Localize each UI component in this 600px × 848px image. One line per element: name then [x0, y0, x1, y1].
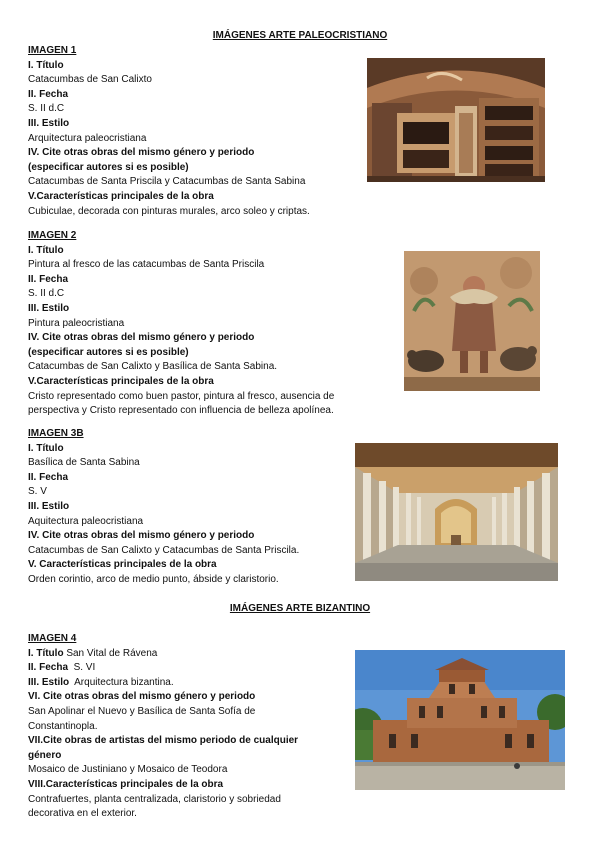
- value-otras-obras: San Apolinar el Nuevo y Basílica de Santa Sofía de: [28, 705, 256, 717]
- value-estilo: Arquitectura paleocristiana: [28, 132, 147, 144]
- label-otras-obras-2: (especificar autores si es posible): [28, 161, 189, 173]
- value-caracteristicas: Contrafuertes, planta centralizada, claristorio y sobriedad: [28, 793, 281, 805]
- label-caracteristicas: VIII.Características principales de la obra: [28, 778, 224, 790]
- value-otras-obras-2: Constantinopla.: [28, 720, 98, 732]
- value-caracteristicas-2: perspectiva y Cristo representado con influencia de belleza apolínea.: [28, 405, 334, 417]
- label-titulo: I. Título: [28, 59, 64, 71]
- section-imagen-4: [28, 632, 298, 822]
- photo-buen-pastor-fresco: [404, 251, 540, 391]
- label-titulo: I. Título: [28, 244, 64, 256]
- photo-catacumbas-san-calixto: [367, 58, 545, 182]
- value-estilo: Arquitectura bizantina.: [74, 676, 174, 688]
- value-caracteristicas: Orden corintio, arco de medio punto, ábside y claristorio.: [28, 573, 279, 585]
- section-title: IMAGEN 2: [28, 230, 77, 241]
- value-fecha: S. VI: [73, 662, 96, 674]
- value-estilo: Pintura paleocristiana: [28, 317, 125, 329]
- label-estilo: III. Estilo: [28, 676, 70, 688]
- photo-basilica-santa-sabina: [355, 443, 558, 581]
- section-title: IMAGEN 4: [28, 633, 77, 644]
- label-estilo: III. Estilo: [28, 302, 70, 314]
- value-titulo: Pintura al fresco de las catacumbas de Santa Priscila: [28, 259, 265, 271]
- section-imagen-1: [28, 44, 310, 219]
- value-fecha: S. II d.C: [28, 288, 65, 300]
- label-otras-obras-2: (especificar autores si es posible): [28, 346, 189, 358]
- row-titulo: [28, 647, 298, 662]
- label-estilo: III. Estilo: [28, 117, 70, 129]
- label-fecha: II. Fecha: [28, 273, 69, 285]
- heading-arte-bizantino: IMÁGENES ARTE BIZANTINO: [229, 603, 371, 614]
- label-otras-obras: IV. Cite otras obras del mismo género y periodo: [28, 147, 255, 159]
- value-caracteristicas: Cubiculae, decorada con pinturas murales, arco soleo y criptas.: [28, 205, 310, 217]
- row-fecha: [28, 661, 298, 676]
- label-titulo: I. Título: [28, 442, 64, 454]
- row-estilo: [28, 676, 298, 691]
- label-estilo: III. Estilo: [28, 500, 70, 512]
- value-otras-obras: Catacumbas de Santa Priscila y Catacumbas de Santa Sabina: [28, 176, 306, 188]
- value-estilo: Aquitectura paleocristiana: [28, 515, 144, 527]
- section-title: IMAGEN 3B: [28, 428, 84, 439]
- label-caracteristicas: V. Características principales de la obra: [28, 559, 217, 571]
- label-fecha: II. Fecha: [28, 662, 69, 674]
- value-fecha: S. V: [28, 486, 47, 498]
- value-titulo: Catacumbas de San Calixto: [28, 74, 152, 86]
- photo-san-vital-ravena: [355, 650, 565, 790]
- section-imagen-3b: [28, 427, 299, 588]
- section-title: IMAGEN 1: [28, 45, 77, 56]
- label-caracteristicas: V.Características principales de la obra: [28, 375, 214, 387]
- value-titulo: Basílica de Santa Sabina: [28, 457, 140, 469]
- value-otras-obras: Catacumbas de San Calixto y Catacumbas de Santa Priscila.: [28, 544, 300, 556]
- label-obras-artistas-2: género: [28, 749, 62, 761]
- heading-arte-paleocristiano: IMÁGENES ARTE PALEOCRISTIANO: [212, 30, 388, 41]
- label-otras-obras: VI. Cite otras obras del mismo género y periodo: [28, 691, 256, 703]
- label-obras-artistas: VII.Cite obras de artistas del mismo periodo de cualquier: [28, 735, 299, 747]
- value-otras-obras: Catacumbas de San Calixto y Basílica de Santa Sabina.: [28, 361, 278, 373]
- section-imagen-2: [28, 229, 334, 419]
- value-obras-artistas: Mosaico de Justiniano y Mosaico de Teodora: [28, 764, 228, 776]
- value-caracteristicas-2: decorativa en el exterior.: [28, 808, 137, 820]
- value-caracteristicas: Cristo representado como buen pastor, pintura al fresco, ausencia de: [28, 390, 335, 402]
- value-fecha: S. II d.C: [28, 103, 65, 115]
- label-fecha: II. Fecha: [28, 471, 69, 483]
- label-otras-obras: IV. Cite otras obras del mismo género y periodo: [28, 530, 255, 542]
- label-titulo: I. Título: [28, 647, 64, 659]
- label-fecha: II. Fecha: [28, 88, 69, 100]
- label-otras-obras: IV. Cite otras obras del mismo género y periodo: [28, 332, 255, 344]
- label-caracteristicas: V.Características principales de la obra: [28, 190, 214, 202]
- value-titulo: San Vital de Rávena: [66, 647, 158, 659]
